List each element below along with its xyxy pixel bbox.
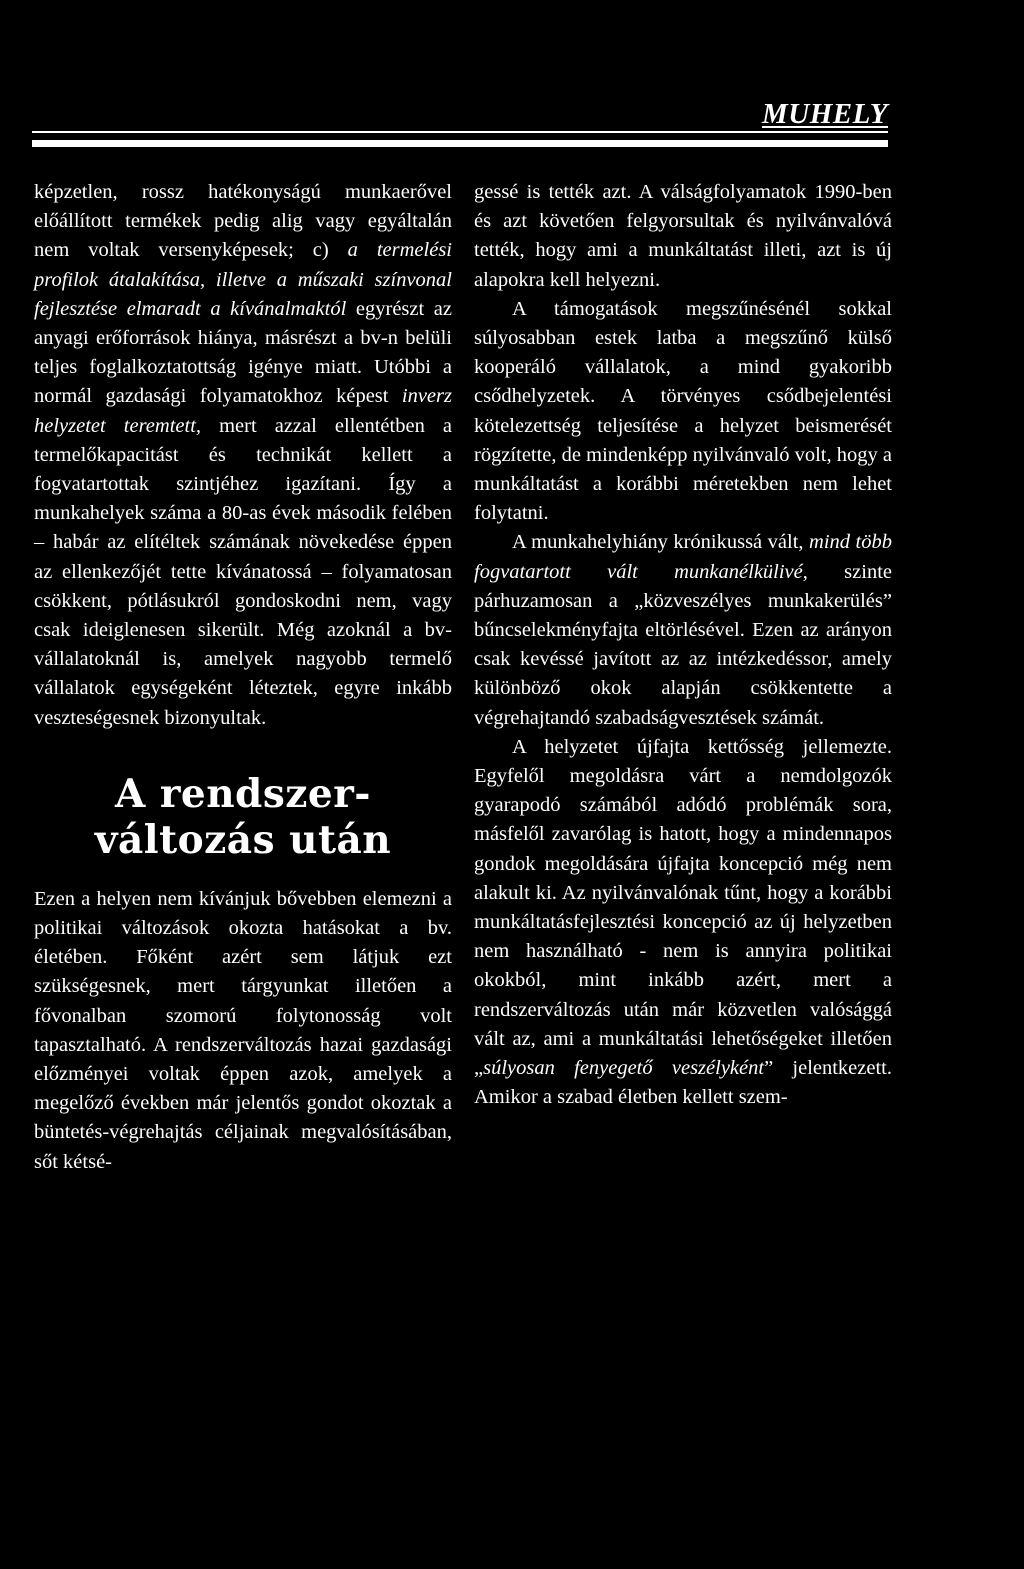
header-rule-thin bbox=[32, 131, 888, 133]
italic-text-run: a termelési profilok átalakítása, illetve a műszaki színvonal fejlesztése elmaradt a kívánalmaktól bbox=[34, 239, 452, 320]
header-rule-thick bbox=[32, 140, 888, 147]
text-run: ” jelentkezett. Amikor a szabad életben kellett szem- bbox=[474, 1057, 892, 1109]
heading-line-1: A rendszer- bbox=[115, 770, 371, 817]
section-heading bbox=[34, 771, 452, 863]
italic-text-run: inverz helyzetet teremtett, bbox=[34, 385, 452, 437]
left-paragraph-1 bbox=[34, 178, 452, 733]
italic-text-run: súlyosan fenyegető veszélyként bbox=[483, 1057, 765, 1080]
text-run: A munkahelyhiány krónikussá vált, bbox=[512, 531, 810, 554]
text-run: szinte párhuzamosan a „közveszélyes munkakerülés” bűncselekményfajta eltörlésével. Ezen az arányon csak kevéssé javított az az intézkedéssor, amely különböző okok alapján csökkentette a végrehajtandó szabadságvesztések számát. bbox=[474, 560, 892, 729]
section-title: MUHELY bbox=[762, 98, 888, 130]
right-column bbox=[474, 178, 892, 1113]
left-column bbox=[34, 178, 452, 1177]
right-paragraph-2: A támogatások megszűnésénél sokkal súlyosabban estek latba a megszűnő külső kooperáló vállalatok, a mind gyakoribb csődhelyzetek. A törvényes csődbejelentési kötelezettség teljesítése a helyzet beismerését rögzítette, de mindenképp nyilvánvaló volt, hogy a munkáltatást a korábbi méretekben nem lehet folytatni. bbox=[474, 297, 892, 525]
italic-text-run: mind több fogvatartott vált munkanélkülivé, bbox=[474, 531, 893, 583]
heading-line-2: változás után bbox=[94, 816, 392, 863]
right-paragraph-1: gessé is tették azt. A válságfolyamatok 1990-ben és azt követően felgyorsultak és nyilvánvalóvá tették, hogy ami a munkáltatást illeti, azt is új alapokra kell helyezni. bbox=[474, 181, 892, 291]
text-run: A helyzetet újfajta kettősség jellemezte. Egyfelől megoldásra várt a nemdolgozók gyarapodó számából adódó problémák sora, másfelől zavarólag is hatott, hogy a mindennapos gondok megoldására újfajta koncepció még nem alakult ki. Az nyilvánvalónak tűnt, hogy a korábbi munkáltatásfejlesztési koncepció az új helyzetben nem használható - nem is annyira politikai okokból, mint inkább azért, mert a rendszerváltozás után már közvetlen valósággá vált az, ami a munkáltatási lehetőségeket illetően „ bbox=[474, 735, 892, 1080]
right-paragraph-4 bbox=[474, 733, 892, 1113]
page-header bbox=[0, 0, 1024, 160]
right-paragraph-3 bbox=[474, 528, 892, 732]
text-run: egyrészt az anyagi erőforrások hiánya, másrészt a bv-n belüli teljes foglalkoztatottság igénye miatt. Utóbbi a normál gazdasági folyamatokhoz képest bbox=[34, 297, 452, 408]
text-run: képzetlen, rossz hatékonyságú munkaerővel előállított termékek pedig alig vagy egyáltalán nem voltak versenyképesek; c) bbox=[34, 181, 452, 262]
left-paragraph-2: Ezen a helyen nem kívánjuk bővebben elemezni a politikai változások okozta hatásokat a bv. életében. Főként azért sem látjuk ezt szükségesnek, mert tárgyunkat illetően a fővonalban szomorú folytonosság volt tapasztalható. A rendszerváltozás hazai gazdasági előzményei voltak éppen azok, amelyek a megelőző években már jelentős gondot okoztak a büntetés-végrehajtás céljainak megvalósításában, sőt kétsé- bbox=[34, 887, 452, 1173]
text-run: mert azzal ellentétben a termelőkapacitást és technikát kellett a fogvatartottak szintjéhez igazítani. Így a munkahelyek száma a 80-as évek második felében – habár az elítéltek számának növekedése éppen az ellenkezőjét tette kívánatossá – folyamatosan csökkent, pótlásukról gondoskodni nem, vagy csak ideiglenesen sikerült. Még azoknál a bv-vállalatoknál is, amelyek nagyobb termelő vállalatok egységeként léteztek, egyre inkább veszteségesnek bizonyultak. bbox=[34, 414, 452, 729]
